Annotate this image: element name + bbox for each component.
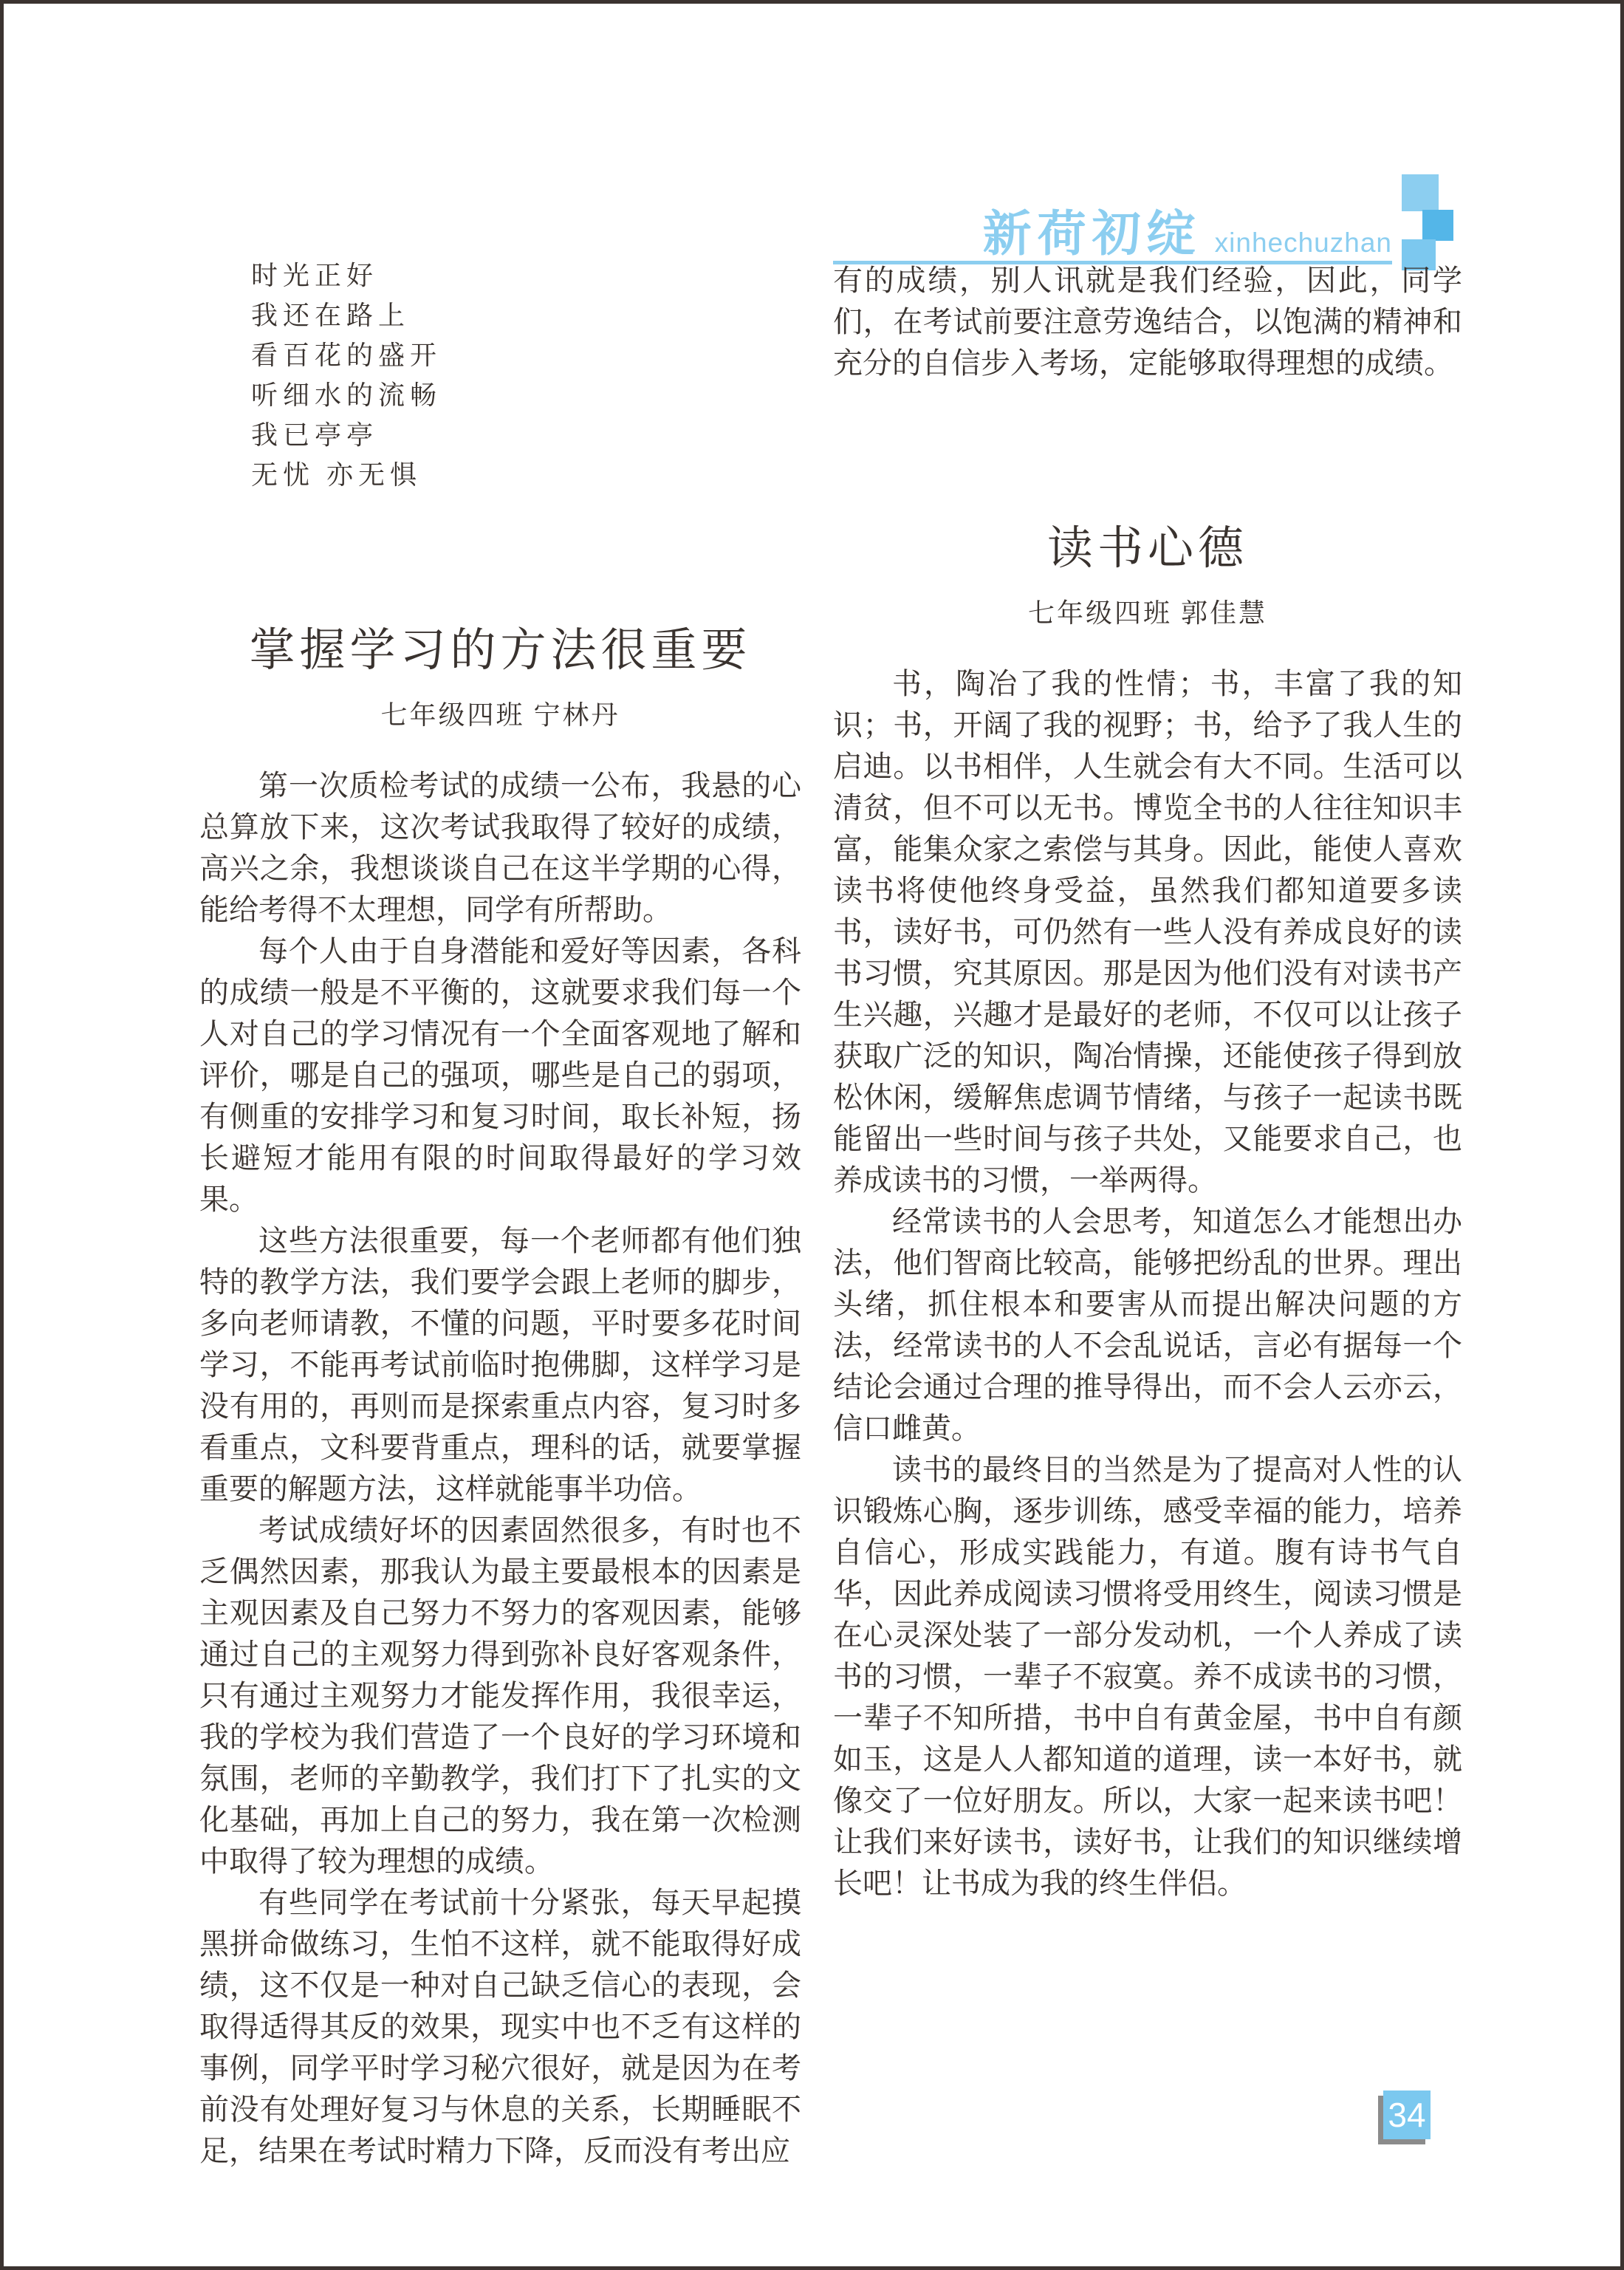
magazine-logo-pinyin: xinhechuzhan <box>1214 228 1392 259</box>
article-1-body <box>199 765 801 2172</box>
continuation-paragraph: 有的成绩，别人讯就是我们经验，因此，同学们，在考试前要注意劳逸结合，以饱满的精神和充分的自信步入考场，定能够取得理想的成绩。 <box>833 264 1462 380</box>
page-number: 34 <box>1388 2096 1426 2134</box>
article-paragraph: 这些方法很重要，每一个老师都有他们独特的教学方法，我们要学会跟上老师的脚步，多向老师请教，不懂的问题，平时要多花时间学习，不能再考试前临时抱佛脚，这样学习是没有用的，再则而是探索重点内容，复习时多看重点，文科要背重点，理科的话，就要掌握重要的解题方法，这样就能事半功倍。 <box>199 1224 801 1506</box>
magazine-logo: 新荷初绽 <box>982 208 1202 261</box>
article-1 <box>199 625 801 2172</box>
article-paragraph: 第一次质检考试的成绩一公布，我悬的心总算放下来，这次考试我取得了较好的成绩，高兴之余，我想谈谈自己在这半学期的心得，能给考得不太理想，同学有所帮助。 <box>199 769 801 927</box>
article-paragraph: 书，陶冶了我的性情；书，丰富了我的知识；书，开阔了我的视野；书，给予了我人生的启迪。以书相伴，人生就会有大不同。生活可以清贫，但不可以无书。博览全书的人往往知识丰富，能集众家之索偿与其身。因此，能使人喜欢读书将使他终身受益，虽然我们都知道要多读书，读好书，可仍然有一些人没有养成良好的读书习惯，究其原因。那是因为他们没有对读书产生兴趣，兴趣才是最好的老师，不仅可以让孩子获取广泛的知识，陶冶情操，还能使孩子得到放松休闲，缓解焦虑调节情绪，与孩子一起读书既能留出一些时间与孩子共处，又能要求自己，也养成读书的习惯，一举两得。 <box>833 667 1462 1197</box>
poem-block <box>251 256 442 495</box>
poem-line: 看百花的盛开 <box>251 341 442 370</box>
article-1-title: 掌握学习的方法很重要 <box>249 626 752 676</box>
article-paragraph: 读书的最终目的当然是为了提高对人性的认识锻炼心胸，逐步训练，感受幸福的能力，培养自信心，形成实践能力，有道。腹有诗书气自华，因此养成阅读习惯将受用终生，阅读习惯是在心灵深处装了一部分发动机，一个人养成了读书的习惯，一辈子不寂寞。养不成读书的习惯，一辈子不知所措，书中自有黄金屋，书中自有颜如玉，这是人人都知道的道理，读一本好书，就像交了一位好朋友。所以，大家一起来读书吧！让我们来好读书，读好书，让我们的知识继续增长吧！让书成为我的终生伴侣。 <box>833 1453 1462 1901</box>
poem-line: 我已亭亭 <box>251 420 379 450</box>
article-2 <box>833 523 1462 1904</box>
article-2-body <box>833 663 1462 1904</box>
poem-line: 听细水的流畅 <box>251 380 442 410</box>
article-paragraph: 考试成绩好坏的因素固然很多，有时也不乏偶然因素，那我认为最主要最根本的因素是主观因素及自己努力不努力的客观因素，能够通过自己的主观努力得到弥补良好客观条件，只有通过主观努力才能发挥作用，我很幸运，我的学校为我们营造了一个良好的学习环境和氛围，老师的辛勤教学，我们打下了扎实的文化基础，再加上自己的努力，我在第一次检测中取得了较为理想的成绩。 <box>199 1514 801 1878</box>
masthead <box>833 167 1392 264</box>
poem-line: 我还在路上 <box>251 301 411 330</box>
article-paragraph: 有些同学在考试前十分紧张，每天早起摸黑拼命做练习，生怕不这样，就不能取得好成绩，这不仅是一种对自己缺乏信心的表现，会取得适得其反的效果，现实中也不乏有这样的事例，同学平时学习秘穴很好，就是因为在考前没有处理好复习与休息的关系，长期睡眠不足，结果在考试时精力下降，反而没有考出应 <box>199 1886 801 2168</box>
article-paragraph: 经常读书的人会思考，知道怎么才能想出办法，他们智商比较高，能够把纷乱的世界。理出头绪，抓住根本和要害从而提出解决问题的方法，经常读书的人不会乱说话，言必有据每一个结论会通过合理的推导得出，而不会人云亦云，信口雌黄。 <box>833 1205 1462 1446</box>
article-1-continuation <box>833 260 1462 384</box>
article-paragraph: 每个人由于自身潜能和爱好等因素，各科的成绩一般是不平衡的，这就要求我们每一个人对自己的学习情况有一个全面客观地了解和评价，哪是自己的强项，哪些是自己的弱项，有侧重的安排学习和复习时间，取长补短，扬长避短才能用有限的时间取得最好的学习效果。 <box>199 934 801 1217</box>
poem-line: 无忧 亦无惧 <box>251 460 422 490</box>
article-2-author: 七年级四班 郭佳慧 <box>1027 598 1267 629</box>
poem-line: 时光正好 <box>251 261 379 290</box>
logo-square-middle-icon <box>1422 210 1453 241</box>
article-1-author: 七年级四班 宁林丹 <box>380 700 620 731</box>
logo-square-top-icon <box>1402 174 1439 211</box>
article-2-title: 读书心德 <box>1046 524 1248 574</box>
page-number-badge <box>1383 2090 1431 2139</box>
